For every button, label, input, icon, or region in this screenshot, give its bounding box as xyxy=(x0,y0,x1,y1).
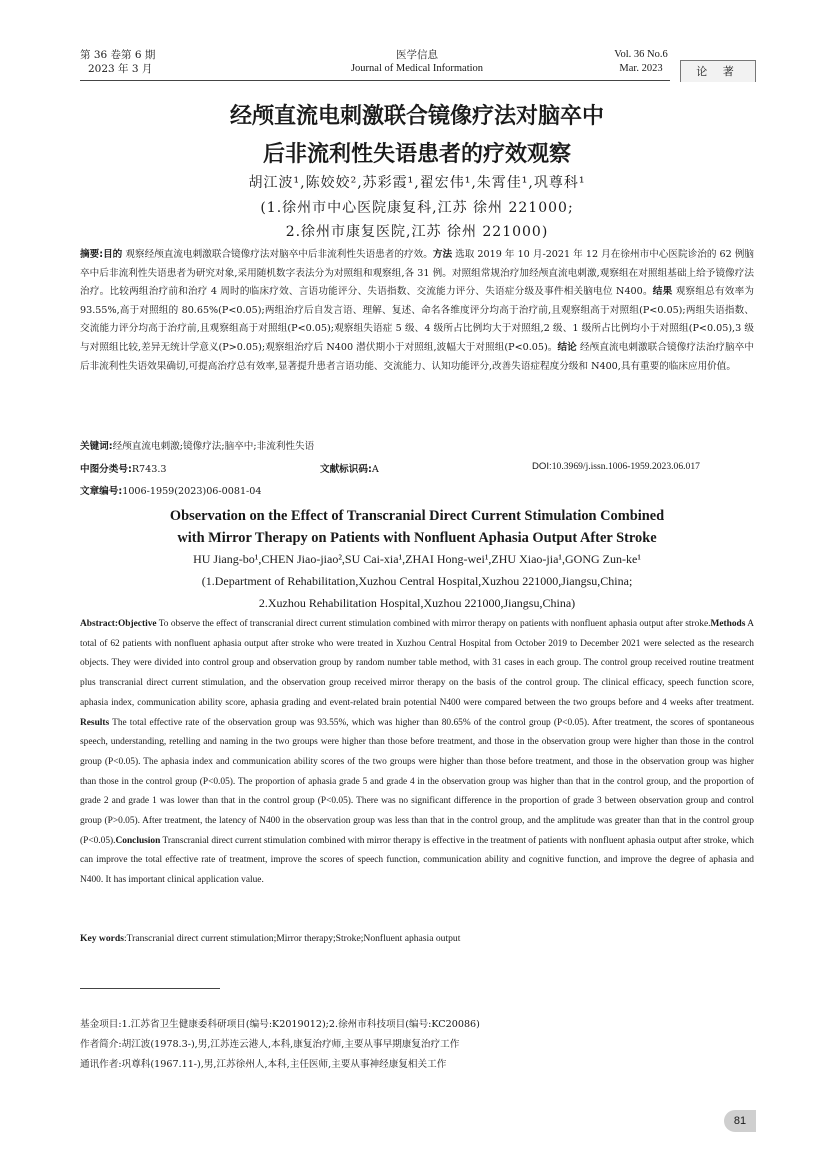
date-en: Mar. 2023 xyxy=(619,63,663,74)
objective-cn-label: 目的 xyxy=(103,249,123,260)
keywords-cn xyxy=(80,438,314,452)
volume-en: Vol. 36 No.6 xyxy=(614,49,668,60)
methods-en-text: A total of 62 patients with nonfluent aphasia output after stroke who were treated in Xuzhou Central Hospital from October 2019 to December 2021 were selected as the research objects. They were divided into control group and observation group by random number table method, with 31 cases in each group. The control group received routine treatment plus transcranial direct current stimulation, and the observation group received mirror therapy on the basis of the control group. The clinical efficacy, speech function score, aphasia index, communication ability score, aphasia grading and event-related brain potential N400 were compared between the two groups before and 4 weeks after treatment. xyxy=(80,619,754,708)
footnote-author: 作者简介:胡江波(1978.3-),男,江苏连云港人,本科,康复治疗师,主要从事早期康复治疗工作 xyxy=(80,1039,460,1050)
keywords-cn-label: 关键词: xyxy=(80,441,113,452)
date-cn: 2023 年 3 月 xyxy=(88,63,153,75)
methods-en-label: Methods xyxy=(710,619,746,629)
abstract-en xyxy=(80,615,754,891)
footnote-rule xyxy=(80,988,220,989)
objective-cn-text: 观察经颅直流电刺激联合镜像疗法对脑卒中后非流利性失语患者的疗效。 xyxy=(122,249,433,260)
conclusion-cn-text: 经颅直流电刺激联合镜像疗法治疗脑卒中后非流利性失语效果确切,可提高治疗总有效率,显著提升患者言语功能、交流能力、认知功能评分,改善失语症程度分级和 N400,具有重要的临床应用价值。 xyxy=(80,341,754,372)
doi-value: 10.3969/j.issn.1006-1959.2023.06.017 xyxy=(551,461,700,472)
keywords-en-label: Key words xyxy=(80,933,124,944)
title-cn xyxy=(0,98,834,174)
footnote-fund: 基金项目:1.江苏省卫生健康委科研项目(编号:K2019012);2.徐州市科技项目(编号:KC20086) xyxy=(80,1019,480,1030)
results-en-label: Results xyxy=(80,717,110,728)
results-en-text: The total effective rate of the observation group was 93.55%, which was higher than 80.65% of the control group (P<0.05). After treatment, the scores of spontaneous speech, understanding, retelling and naming in the two groups were higher than those before treatment, and those in the observation group were higher than those in the control group (P<0.05). The aphasia index and communication ability scores of the two groups were higher than those before treatment, and those in the observation group was higher than those in the control group (P<0.05). The proportion of aphasia grade 5 and grade 4 in the observation group was higher than that in the control group, and the proportion of grade 2 and grade 1 was lower than that in the control group (P<0.05). There was no significant difference in the proportion of grade 3 between observation group and control group (P>0.05). After treatment, the latency of N400 in the observation group was less than that in the control group, and the amplitude was greater than that in the control group (P<0.05). xyxy=(80,717,754,846)
doi xyxy=(532,461,700,472)
methods-cn-label: 方法 xyxy=(432,249,453,260)
clc-label: 中图分类号: xyxy=(80,464,132,475)
methods-cn-text: 选取 2019 年 10 月-2021 年 12 月在徐州市中心医院诊治的 62 例脑卒中后非流利性失语患者为研究对象,采用随机数字表法分为对照组和观察组,各 31 例。对照组常规治疗加经颅直流电刺激,观察组在对照组基础上给予镜像疗法治疗。比较两组治疗前和治疗 4 周时的临床疗效、言语功能评分、失语指数、交流能力评分、失语症分级及事件相关脑电位 N400。 xyxy=(80,249,754,298)
keywords-en-text: :Transcranial direct current stimulation;Mirror therapy;Stroke;Nonfluent aphasia output xyxy=(123,933,461,944)
objective-en-text: To observe the effect of transcranial direct current stimulation combined with mirror therapy on patients with nonfluent aphasia output after stroke. xyxy=(156,619,711,629)
title-en-line1: Observation on the Effect of Transcranial Direct Current Stimulation Combined xyxy=(169,508,665,524)
conclusion-en-text: Transcranial direct current stimulation combined with mirror therapy is effective in the treatment of patients with nonfluent aphasia output after stroke, which can improve the total effective rate of treatment, improve the scores of speech function, communication ability and cognitive function, and improve the degree of aphasia and N400. It has important clinical application value. xyxy=(80,835,754,886)
keywords-en xyxy=(80,933,460,944)
objective-en-label: Objective xyxy=(118,619,157,629)
clc-code xyxy=(80,461,167,475)
abstract-cn-label: 摘要: xyxy=(80,249,104,260)
doc-value: A xyxy=(371,464,379,475)
authors-cn: 胡江波¹,陈姣姣²,苏彩霞¹,翟宏伟¹,朱霄佳¹,巩尊科¹ xyxy=(248,175,586,191)
clc-value: R743.3 xyxy=(131,464,167,475)
page-number: 81 xyxy=(724,1110,756,1132)
title-cn-line2: 后非流利性失语患者的疗效观察 xyxy=(262,142,571,167)
header-right xyxy=(606,48,676,76)
article-value: 1006-1959(2023)06-0081-04 xyxy=(122,486,262,497)
affiliation-en-line2: 2.Xuzhou Rehabilitation Hospital,Xuzhou 221000,Jiangsu,China) xyxy=(258,596,576,610)
authors-en: HU Jiang-bo¹,CHEN Jiao-jiao²,SU Cai-xia¹,ZHAI Hong-wei¹,ZHU Xiao-jia¹,GONG Zun-ke¹ xyxy=(193,552,641,566)
title-en xyxy=(0,505,834,549)
volume-cn: 第 36 卷第 6 期 xyxy=(80,49,156,61)
title-en-line2: with Mirror Therapy on Patients with Nonfluent Aphasia Output After Stroke xyxy=(177,530,657,546)
article-label: 文章编号: xyxy=(80,486,123,497)
affiliation-cn-line1: (1.徐州市中心医院康复科,江苏 徐州 221000; xyxy=(260,200,574,216)
header-rule xyxy=(80,80,670,81)
journal-en: Journal of Medical Information xyxy=(350,63,484,74)
conclusion-cn-label: 结论 xyxy=(557,341,577,353)
doc-label: 文献标识码: xyxy=(320,464,372,475)
affiliation-cn-line2: 2.徐州市康复医院,江苏 徐州 221000) xyxy=(285,224,549,240)
keywords-cn-text: 经颅直流电刺激;镜像疗法;脑卒中;非流利性失语 xyxy=(112,441,315,452)
journal-cn: 医学信息 xyxy=(396,49,438,61)
section-tag: 论 著 xyxy=(680,60,756,82)
footnote-corresponding: 通讯作者:巩尊科(1967.11-),男,江苏徐州人,本科,主任医师,主要从事神经康复相关工作 xyxy=(80,1059,447,1070)
doc-code xyxy=(320,461,379,475)
article-number xyxy=(80,483,262,497)
conclusion-en-label: Conclusion xyxy=(115,835,161,846)
results-cn-label: 结果 xyxy=(652,286,673,298)
abstract-en-label: Abstract: xyxy=(80,619,119,629)
affiliation-en-line1: (1.Department of Rehabilitation,Xuzhou Central Hospital,Xuzhou 221000,Jiangsu,China; xyxy=(201,574,633,588)
abstract-cn xyxy=(80,246,754,376)
results-cn-text: 观察组总有效率为 93.55%,高于对照组的 80.65%(P<0.05);两组治疗后自发言语、理解、复述、命名各维度评分均高于治疗前,且观察组高于对照组(P<0.05);两组失语指数、交流能力评分均高于治疗前,且观察组高于对照组(P<0.05);观察组失语症 5 级、4 级所占比例均大于对照组,2 级、1 级所占比例均小于对照组(P<0.05),3 级与对照组比较,差异无统计学意义(P>0.05);观察组治疗后 N400 潜伏期小于对照组,波幅大于对照组(P<0.05)。 xyxy=(80,286,754,353)
title-cn-line1: 经颅直流电刺激联合镜像疗法对脑卒中 xyxy=(229,104,604,129)
doi-label: DOI: xyxy=(532,461,552,472)
